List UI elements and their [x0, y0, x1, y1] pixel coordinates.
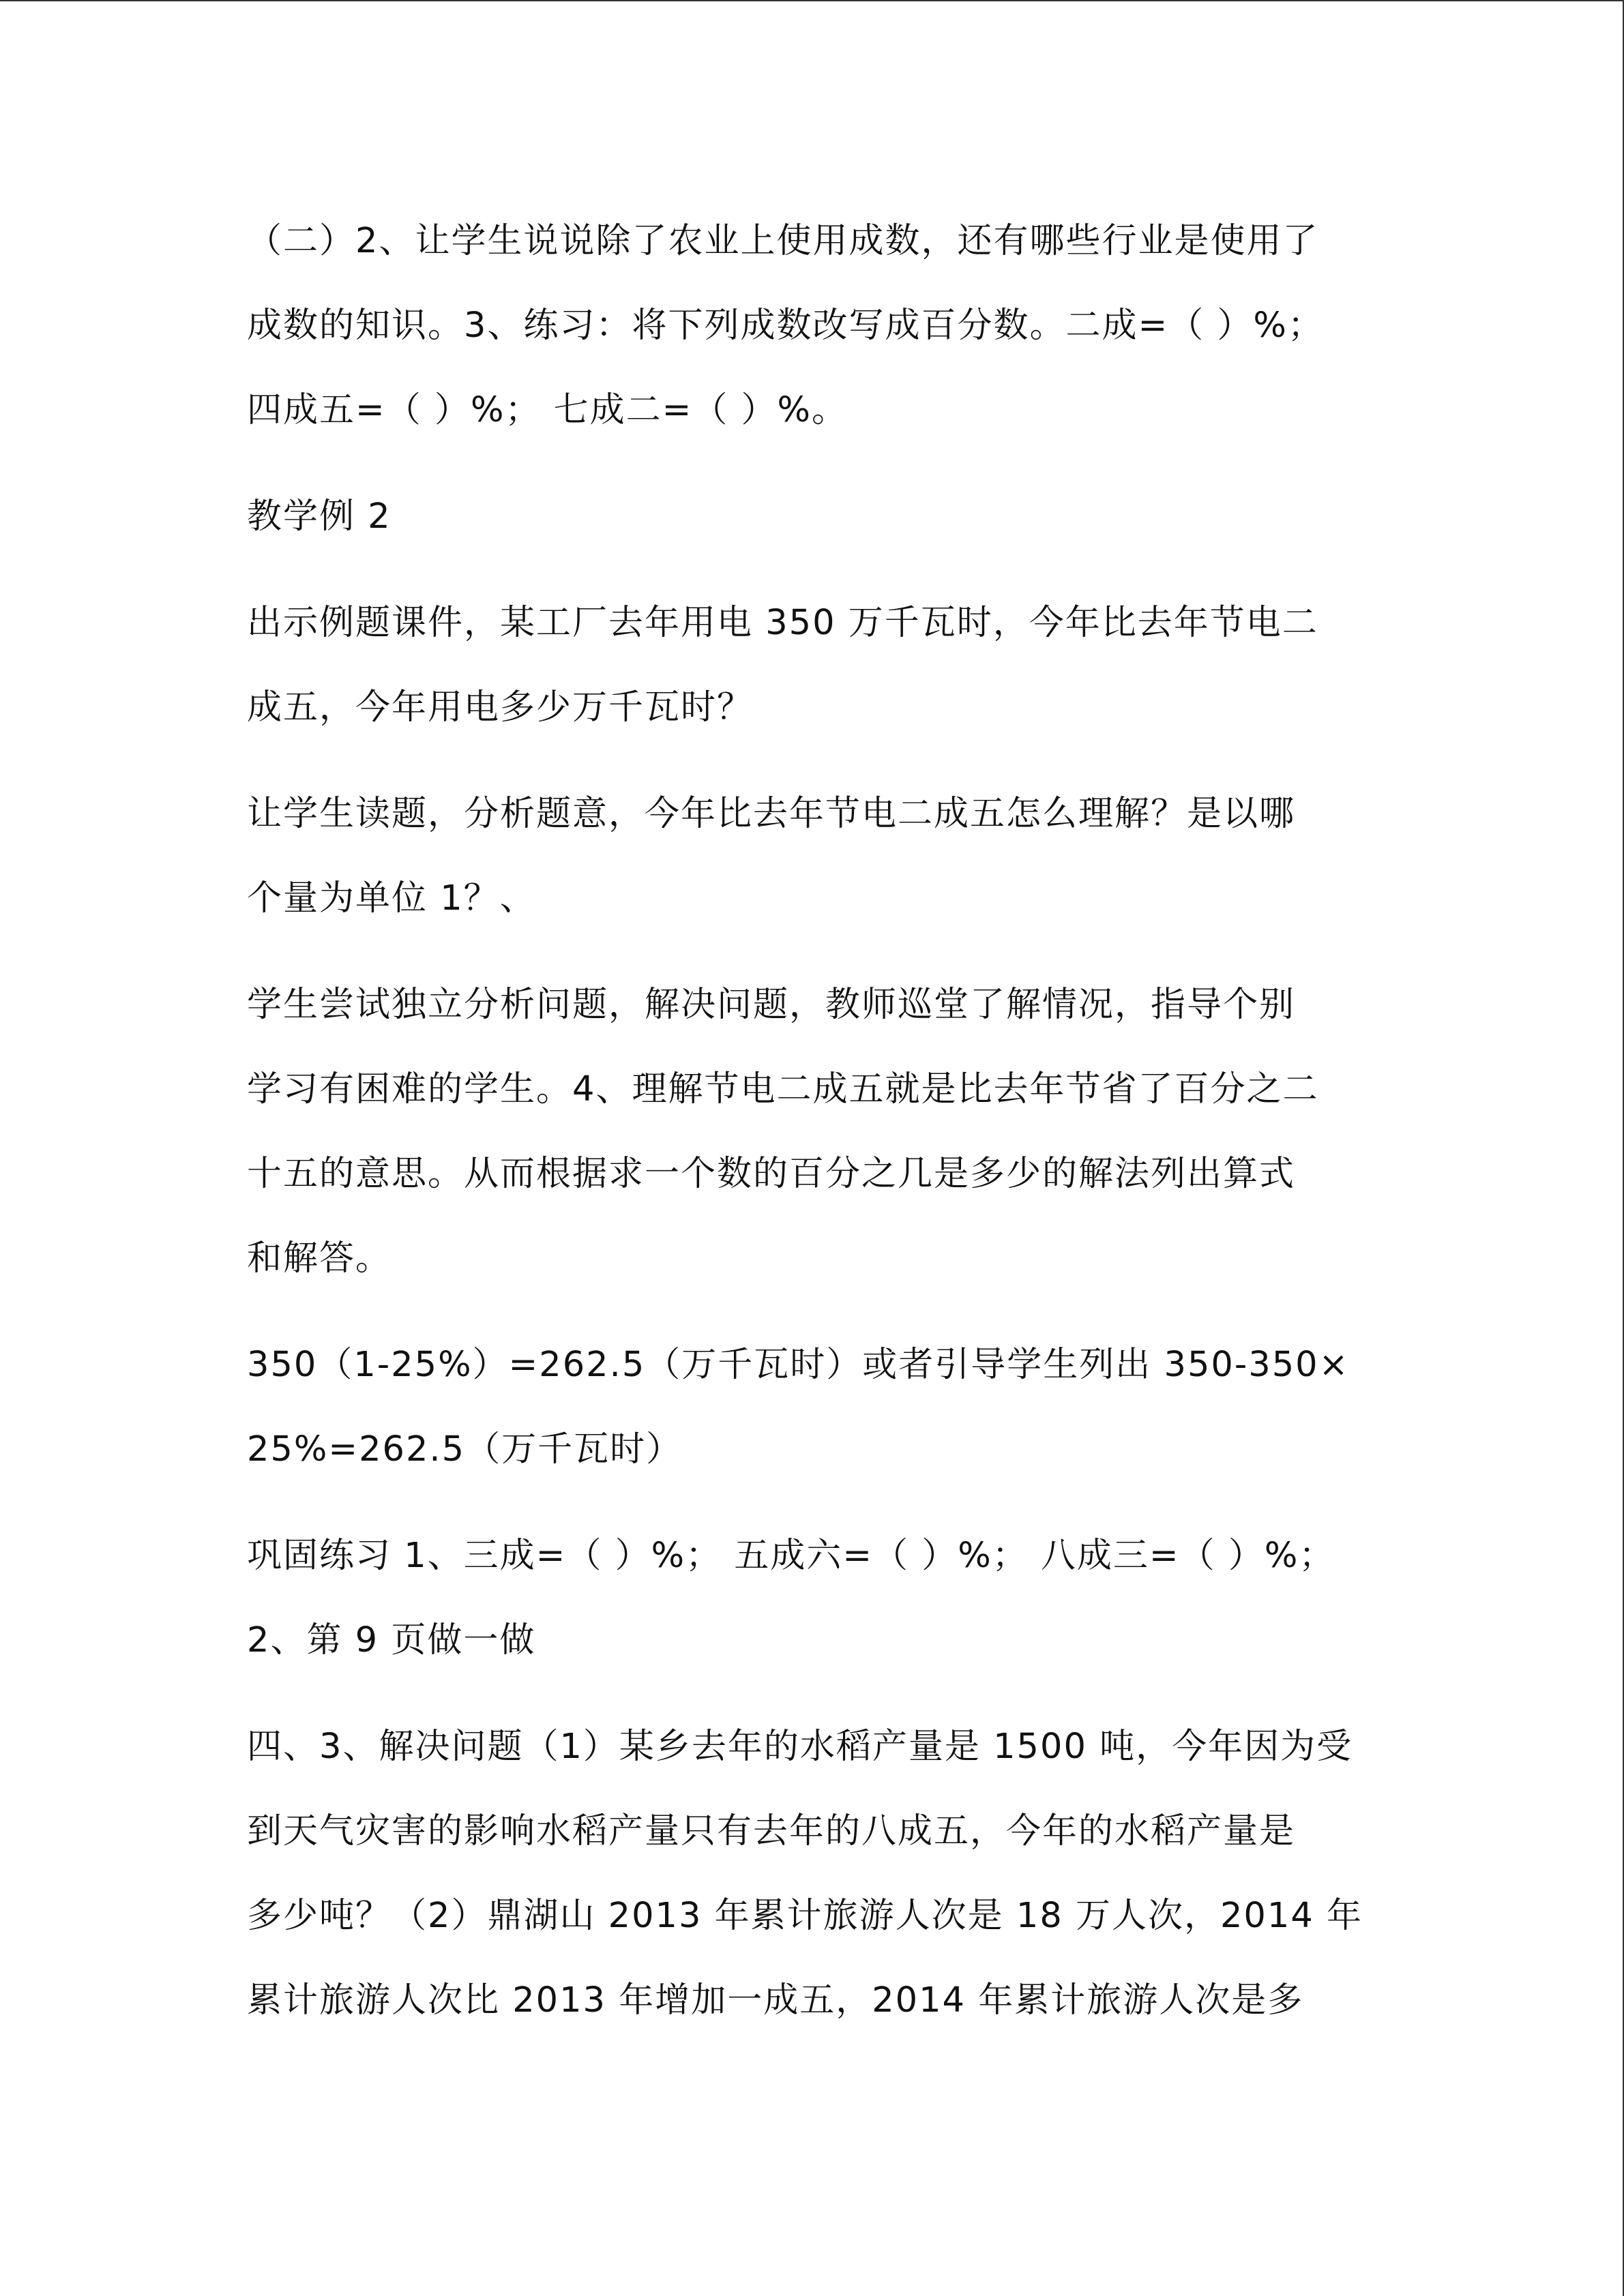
section-heading: 教学例 2	[247, 496, 392, 537]
text-line: 学习有困难的学生。4、理解节电二成五就是比去年节省了百分之二	[247, 1069, 1319, 1109]
formula-line: 350（1-25%）=262.5（万千瓦时）或者引导学生列出 350-350×	[247, 1345, 1350, 1385]
paragraph-example-2-heading	[247, 475, 1379, 559]
formula-line: 25%=262.5（万千瓦时）	[247, 1429, 683, 1470]
text-line: 成五，今年用电多少万千瓦时？	[247, 687, 754, 728]
text-line: 累计旅游人次比 2013 年增加一成五，2014 年累计旅游人次是多	[247, 1980, 1304, 2021]
paragraph-read-problem	[247, 772, 1379, 941]
paragraph-chengshu-discussion	[247, 199, 1379, 453]
text-line: 出示例题课件，某工厂去年用电 350 万千瓦时，今年比去年节电二	[247, 603, 1318, 643]
text-line: 巩固练习 1、三成=（ ）%； 五成六=（ ）%； 八成三=（ ）%；	[247, 1536, 1335, 1576]
text-line: 让学生读题，分析题意，今年比去年节电二成五怎么理解？是以哪	[247, 794, 1296, 834]
text-line: 个量为单位 1？、	[247, 878, 536, 919]
text-line: 到天气灾害的影响水稻产量只有去年的八成五，今年的水稻产量是	[247, 1811, 1296, 1851]
text-line: 十五的意思。从而根据求一个数的百分之几是多少的解法列出算式	[247, 1154, 1296, 1194]
paragraph-solution-formula	[247, 1323, 1379, 1492]
text-line: 四、3、解决问题（1）某乡去年的水稻产量是 1500 吨，今年因为受	[247, 1727, 1353, 1767]
text-line: 四成五=（ ）%； 七成二=（ ）%。	[247, 390, 848, 430]
text-line: 2、第 9 页做一做	[247, 1620, 536, 1660]
document-body	[247, 199, 1379, 2065]
paragraph-practice	[247, 1514, 1379, 1683]
text-line: 成数的知识。3、练习：将下列成数改写成百分数。二成=（ ）%；	[247, 305, 1324, 346]
text-line: （二）2、让学生说说除了农业上使用成数，还有哪些行业是使用了	[247, 221, 1319, 261]
text-line: 多少吨？（2）鼎湖山 2013 年累计旅游人次是 18 万人次，2014 年	[247, 1896, 1363, 1936]
text-line: 和解答。	[247, 1238, 392, 1279]
paragraph-example-problem	[247, 581, 1379, 750]
paragraph-student-attempt	[247, 963, 1379, 1301]
text-line: 学生尝试独立分析问题，解决问题，教师巡堂了解情况，指导个别	[247, 985, 1296, 1025]
paragraph-solve-problems	[247, 1705, 1379, 2043]
